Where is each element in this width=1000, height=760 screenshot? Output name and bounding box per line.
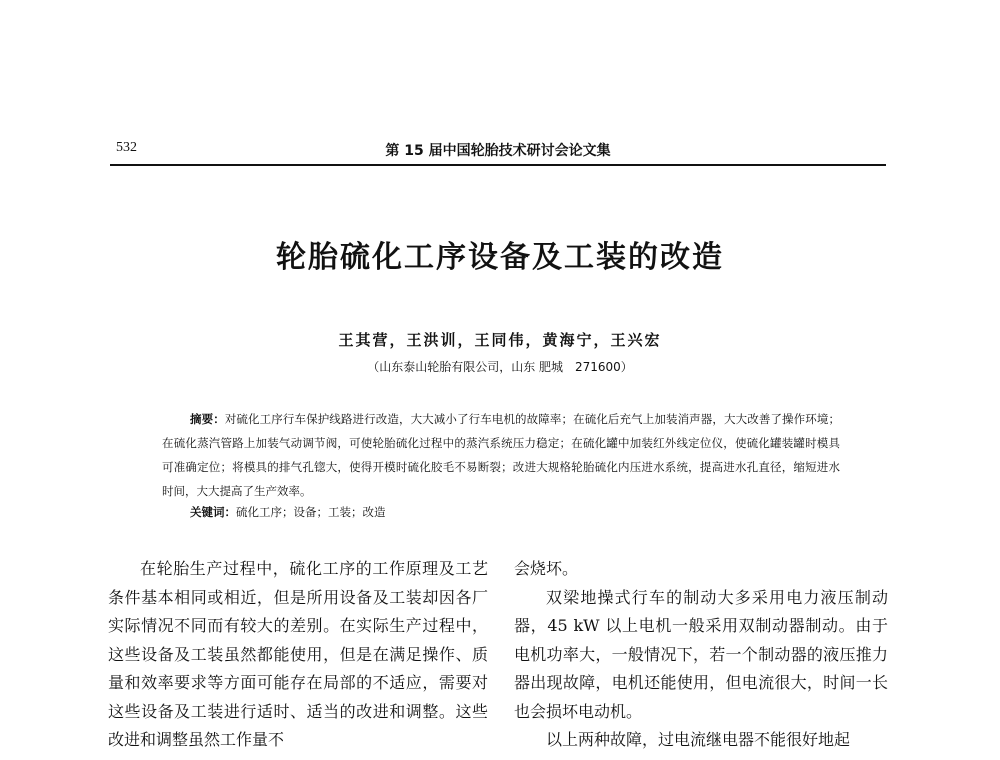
paragraph: 在轮胎生产过程中，硫化工序的工作原理及工艺条件基本相同或相近，但是所用设备及工装却因各厂实际情况不同而有较大的差别。在实际生产过程中，这些设备及工装虽然都能使用，但是在满足操作、质量和效率要求等方面可能存在局部的不适应，需要对这些设备及工装进行适时、适当的改进和调整。这些改进和调整虽然工作量不 xyxy=(108,559,488,749)
abstract-text: 对硫化工序行车保护线路进行改造，大大减小了行车电机的故障率；在硫化后充气上加装消声器，大大改善了操作环境；在硫化蒸汽管路上加装气动调节阀，可使轮胎硫化过程中的蒸汽系统压力稳定；在硫化罐中加装红外线定位仪，使硫化罐装罐时模具可准确定位；将模具的排气孔锪大，使得开模时硫化胶毛不易断裂；改进大规格轮胎硫化内压进水系统，提高进水孔直径，缩短进水时间，大大提高了生产效率。 xyxy=(162,412,840,498)
page-header xyxy=(110,140,886,166)
keywords-label: 关键词： xyxy=(190,505,236,519)
running-head: 第 15 届中国轮胎技术研讨会论文集 xyxy=(385,143,611,159)
paragraph: 以上两种故障，过电流继电器不能很好地起 xyxy=(546,730,851,749)
paragraph: 双梁地操式行车的制动大多采用电力液压制动器，45 kW 以上电机一般采用双制动器制动。由于电机功率大，一般情况下，若一个制动器的液压推力器出现故障，电机还能使用，但电流很大，时间一长也会损坏电动机。 xyxy=(514,587,888,721)
page-number: 532 xyxy=(116,140,137,155)
paragraph: 会烧坏。 xyxy=(514,559,579,578)
abstract-label-wrap xyxy=(162,412,225,426)
author-list: 王其营，王洪训，王同伟，黄海宁，王兴宏 xyxy=(338,331,662,349)
body-column-left xyxy=(108,555,488,755)
keywords xyxy=(190,504,386,520)
body-column-right xyxy=(514,555,888,755)
abstract xyxy=(162,407,840,503)
affiliation: （山东泰山轮胎有限公司，山东 肥城 271600） xyxy=(367,360,633,374)
keywords-text: 硫化工序；设备；工装；改造 xyxy=(236,505,386,519)
paper-title: 轮胎硫化工序设备及工装的改造 xyxy=(276,240,724,275)
abstract-label: 摘要： xyxy=(190,412,225,426)
